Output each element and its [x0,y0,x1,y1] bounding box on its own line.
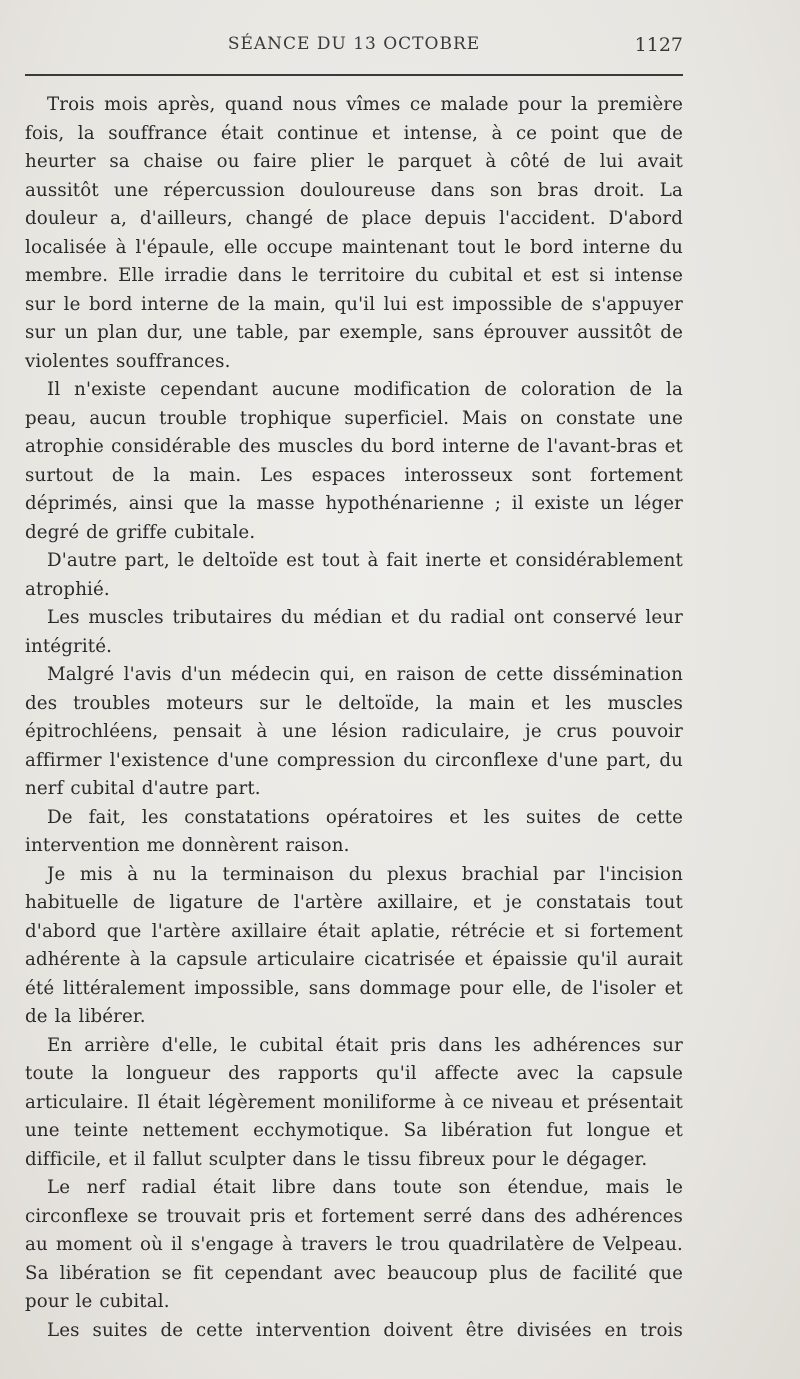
paragraph: Le nerf radial était libre dans toute son étendue, mais le circonflexe se trouvait pris et fortement serré dans des adhérences au moment où il s'engage à travers le trou quadrilatère de Velpeau. Sa libération se fit cependant avec beaucoup plus de facilité que pour le cubital. [25,1177,683,1312]
paragraph: Les muscles tributaires du médian et du radial ont conservé leur intégrité. [25,607,683,657]
paragraph: En arrière d'elle, le cubital était pris dans les adhérences sur toute la longueur des rapports qu'il affecte avec la capsule articulaire. Il était légèrement moniliforme à ce niveau et présentait une teinte nettement ecchymotique. Sa libération fut longue et difficile, et il fallut sculpter dans le tissu fibreux pour le dégager. [25,1034,683,1170]
paragraph: Trois mois après, quand nous vîmes ce malade pour la première fois, la souffrance était continue et intense, à ce point que de heurter sa chaise ou faire plier le parquet à côté de lui avait aussitôt une répercussion douloureuse dans son bras droit. La douleur a, d'ailleurs, changé de place depuis l'accident. D'abord localisée à l'épaule, elle occupe maintenant tout le bord interne du membre. Elle irradie dans le territoire du cubital et est si intense sur le bord interne de la main, qu'il lui est impossible de s'appuyer sur un plan dur, une table, par exemple, sans éprouver aussitôt de violentes souffrances. [25,94,683,372]
paragraph: Je mis à nu la terminaison du plexus brachial par l'incision habituelle de ligature de l'artère axillaire, et je constatais tout d'abord que l'artère axillaire était aplatie, rétrécie et si fortement adhérente à la capsule articulaire cicatrisée et épaissie qu'il aurait été littéralement impossible, sans dommage pour elle, de l'isoler et de la libérer. [25,863,683,1027]
paragraph: Il n'existe cependant aucune modification de coloration de la peau, aucun trouble trophique superficiel. Mais on constate une atrophie considérable des muscles du bord interne de l'avant-bras et surtout de la main. Les espaces interosseux sont fortement déprimés, ainsi que la masse hypothénarienne ; il existe un léger degré de griffe cubitale. [25,379,683,543]
header-rule [25,74,683,76]
paragraph-continued: Les suites de cette intervention doivent être divisées en trois [47,1319,683,1341]
page-number: 1127 [634,34,683,56]
paragraph: De fait, les constatations opératoires et les suites de cette intervention me donnèrent raison. [25,806,683,856]
paragraph: D'autre part, le deltoïde est tout à fait inerte et considérablement atrophié. [25,550,683,600]
body-text [25,91,683,1345]
header-title: SÉANCE DU 13 OCTOBRE [227,34,481,54]
running-header [25,34,683,62]
paragraph: Malgré l'avis d'un médecin qui, en raison de cette dissémination des troubles moteurs sur le deltoïde, la main et les muscles épitrochléens, pensait à une lésion radiculaire, je crus pouvoir affirmer l'existence d'une compression du circonflexe d'une part, du nerf cubital d'autre part. [25,664,683,799]
